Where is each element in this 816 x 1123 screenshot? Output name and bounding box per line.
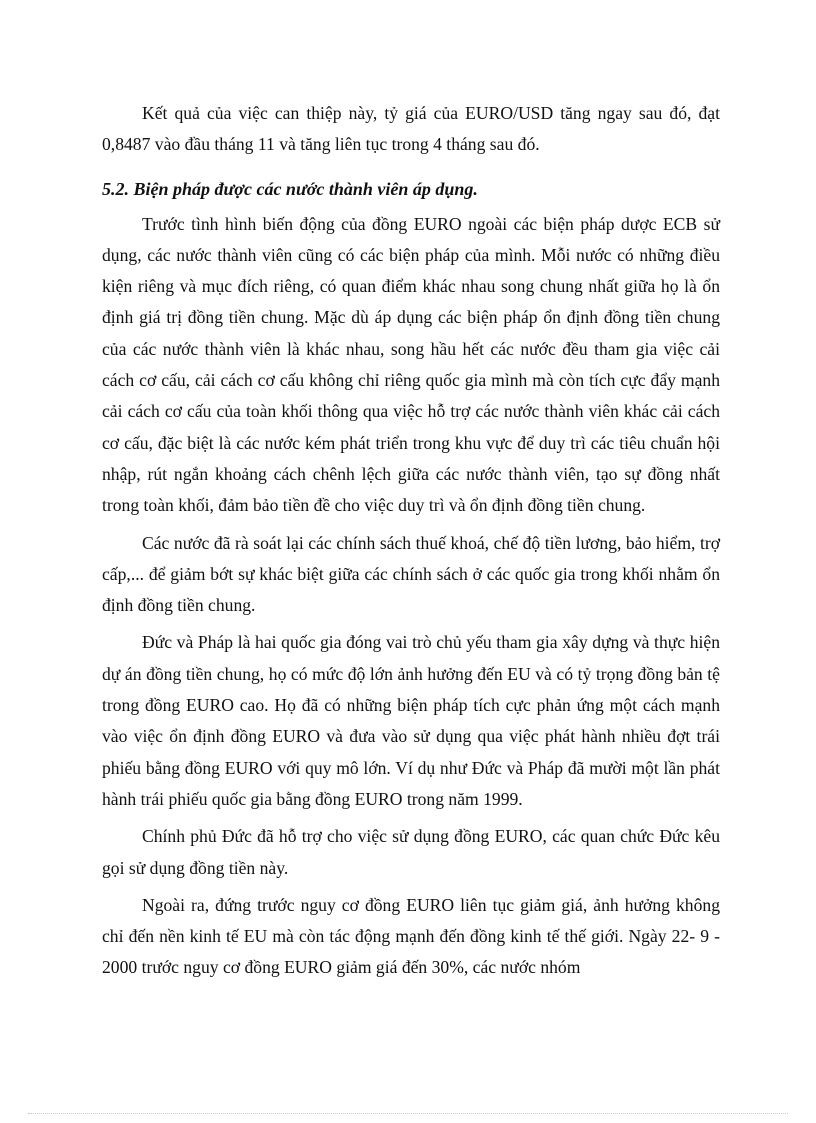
document-body — [102, 98, 720, 984]
paragraph-measures: Trước tình hình biến động của đồng EURO ngoài các biện pháp dược ECB sử dụng, các nước thành viên cũng có các biện pháp của mình. Mỗi nước có những điều kiện riêng và mục đích riêng, có quan điểm khác nhau song chung nhất giữa họ là ổn định giá trị đồng tiền chung. Mặc dù áp dụng các biện pháp ổn định đồng tiền chung của các nước thành viên là khác nhau, song hầu hết các nước đều tham gia việc cải cách cơ cấu, cải cách cơ cấu không chỉ riêng quốc gia mình mà còn tích cực đẩy mạnh cải cách cơ cấu của toàn khối thông qua việc hỗ trợ các nước thành viên khác cải cách cơ cấu, đặc biệt là các nước kém phát triển trong khu vực để duy trì các tiêu chuẩn hội nhập, rút ngắn khoảng cách chênh lệch giữa các nước thành viên, tạo sự đồng nhất trong toàn khối, đảm bảo tiền đề cho việc duy trì và ổn định đồng tiền chung. — [102, 213, 720, 516]
paragraph-tax-review: Các nước đã rà soát lại các chính sách thuế khoá, chế độ tiền lương, bảo hiểm, trợ cấp,... để giảm bớt sự khác biệt giữa các chính sách ở các quốc gia trong khối nhằm ổn định đồng tiền chung. — [102, 532, 720, 616]
intro-paragraph: Kết quả của việc can thiệp này, tỷ giá của EURO/USD tăng ngay sau đó, đạt 0,8487 vào đầu tháng 11 và tăng liên tục trong 4 tháng sau đó. — [102, 103, 720, 155]
paragraph-german-government: Chính phủ Đức đã hỗ trợ cho việc sử dụng đồng EURO, các quan chức Đức kêu gọi sử dụng đồng tiền này. — [102, 826, 720, 878]
section-heading: 5.2. Biện pháp được các nước thành viên áp dụng. — [102, 178, 478, 199]
page-bottom-divider — [28, 1113, 788, 1114]
paragraph-germany-france: Đức và Pháp là hai quốc gia đóng vai trò chủ yếu tham gia xây dựng và thực hiện dự án đồng tiền chung, họ có mức độ lớn ảnh hưởng đến EU và có tỷ trọng đồng bản tệ trong đồng EURO cao. Họ đã có những biện pháp tích cực phản ứng một cách mạnh vào việc ổn định đồng EURO và đưa vào sử dụng qua việc phát hành nhiều đợt trái phiếu bằng đồng EURO với quy mô lớn. Ví dụ như Đức và Pháp đã mười một lần phát hành trái phiếu quốc gia bằng đồng EURO trong năm 1999. — [102, 632, 720, 809]
paragraph-euro-decline: Ngoài ra, đứng trước nguy cơ đồng EURO liên tục giảm giá, ảnh hưởng không chỉ đến nền kinh tế EU mà còn tác động mạnh đến đồng kinh tế thế giới. Ngày 22- 9 - 2000 trước nguy cơ đồng EURO giảm giá đến 30%, các nước nhóm — [102, 894, 720, 978]
